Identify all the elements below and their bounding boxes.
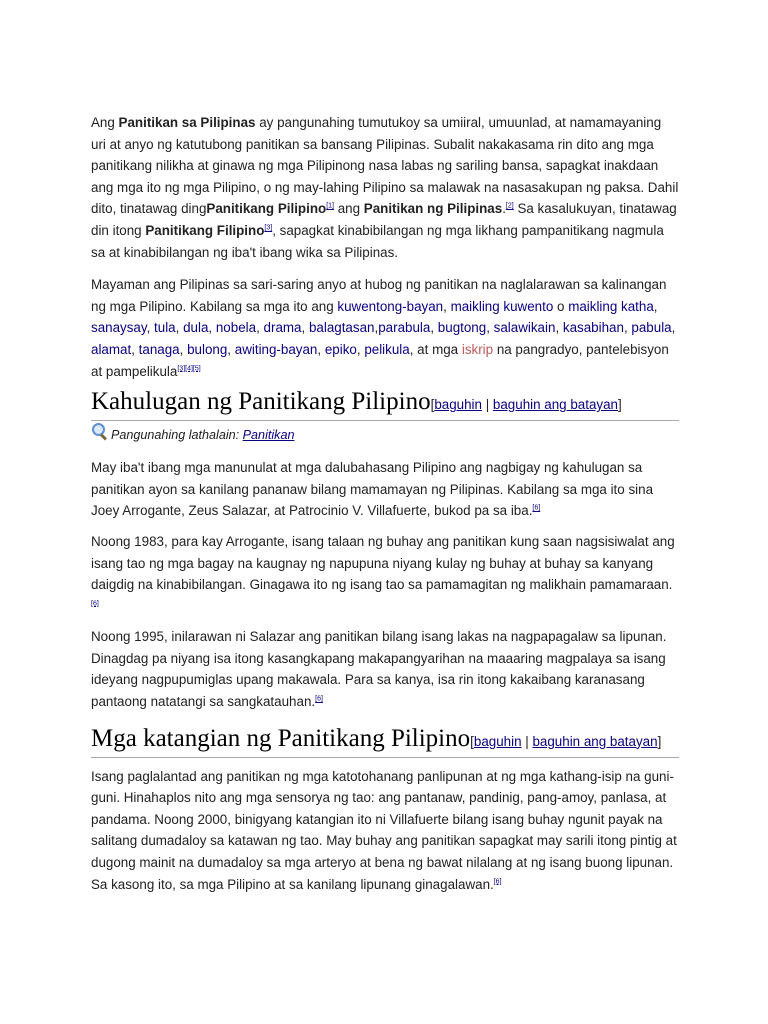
reference-link[interactable]: [6] [315, 695, 323, 703]
bracket: ] [657, 733, 662, 749]
reference [506, 203, 514, 210]
link-pelikula[interactable]: pelikula [364, 341, 410, 357]
heading-text: Kahulugan ng Panitikang Pilipino [91, 388, 431, 416]
reference-link[interactable]: [6] [493, 878, 502, 886]
separator: , [486, 320, 494, 336]
separator: , [430, 320, 438, 336]
magnifier-icon [91, 423, 109, 441]
text: na pangradyo, pantelebisyon at pampelikula [91, 341, 669, 379]
link-alamat[interactable]: alamat [91, 341, 132, 357]
text: . [502, 201, 506, 217]
hatnote-text: Pangunahing lathalain: [111, 428, 243, 443]
link-salawikain[interactable]: salawikain [493, 320, 556, 336]
separator: , [208, 320, 216, 336]
text: Mayaman ang Pilipinas sa sari-saring anyo at hubog ng panitikan na naglalarawan sa kalinangan ng mga Pilipino. Kabilang sa mga ito ang [91, 277, 667, 314]
reference [494, 878, 502, 885]
hatnote [91, 425, 679, 445]
paragraph [91, 457, 679, 522]
bracket: ] [618, 397, 622, 413]
link-kasabihan[interactable]: kasabihan [562, 320, 624, 336]
redlink-iskrip[interactable]: iskrip [461, 341, 494, 357]
reference [532, 505, 540, 512]
reference [326, 203, 334, 210]
bracket: [ [470, 733, 474, 749]
text: ang [333, 201, 364, 217]
separator: , [179, 341, 188, 357]
separator: , [623, 320, 632, 336]
text: ay pangunahing tumutukoy sa umiiral, umuunlad, at namamayaning uri at anyo ng katutubong panitikan sa bansang Pilipinas. Subalit nakakasama rin dito ang mga panitikang nilikha at ginawa ng mga Pilipinong nasa labas ng sariling bansa, sapagkat inakdaan ang mga ito ng mga Pilipino, o ng may-lahing Pilipino sa malawak na nasasakupan ng paksa. Dahil dito, tinatawag ding [91, 115, 679, 217]
edit-source-link[interactable]: baguhin ang batayan [492, 397, 618, 413]
text: Ang [91, 115, 119, 130]
hatnote-link[interactable]: Panitikan [242, 428, 295, 443]
separator: , [356, 341, 365, 357]
separator: o [553, 298, 569, 314]
separator: , [256, 320, 264, 336]
separator: , [146, 320, 155, 336]
link-bulong[interactable]: bulong [187, 341, 228, 357]
article-body [91, 112, 679, 904]
separator: , [317, 341, 325, 357]
reference-link[interactable]: [1] [326, 202, 334, 210]
reference [91, 600, 99, 607]
link-epiko[interactable]: epiko [324, 341, 357, 357]
separator: , [131, 341, 139, 357]
bold-term: Panitikang Filipino [145, 222, 265, 238]
text: Isang paglalantad ang panitikan ng mga katotohanang panlipunan at ng mga kathang-isip na guni-guni. Hinahaplos nito ang mga sensorya ng tao: ang pantanaw, pandinig, pang-amoy, panlasa, at pandama. Noong 2000, binigyang katangian ito ni Villafuerte bilang isang buhay ngunit payak na salitang dumadaloy sa katawan ng tao. May buhay ang panitikan sapagkat may sarili itong pintig at dugong mainit na dumadaloy sa mga arteryo at bena ng bawat nilalang at ng isang buong lipunan. Sa kasong ito, sa mga Pilipino at sa kanilang lipunang ginagalawan. [91, 768, 677, 892]
reference [177, 365, 200, 372]
section-heading-kahulugan [91, 388, 679, 421]
link-parabula[interactable]: parabula [378, 320, 431, 336]
heading-text: Mga katangian ng Panitikang Pilipino [91, 724, 471, 752]
edit-source-link[interactable]: baguhin ang batayan [532, 733, 658, 749]
separator: , [301, 320, 309, 336]
link-bugtong[interactable]: bugtong [437, 320, 487, 336]
edit-links [431, 397, 622, 412]
link-nobela[interactable]: nobela [215, 320, 257, 336]
intro-paragraph-2 [91, 274, 679, 382]
reference [315, 696, 323, 703]
edit-link[interactable]: baguhin [473, 733, 522, 749]
bracket: [ [430, 397, 435, 413]
paragraph [91, 531, 679, 617]
text: Noong 1995, inilarawan ni Salazar ang panitikan bilang isang lakas na nagpapagalaw sa lipunan. Dinagdag pa niyang isa itong kasangkapang makapangyarihan na maaaring magpalaya sa isang ideyang nagpupumiglas upang makawala. Para sa kanya, isa rin itong kakaibang karanasang pantaong natatangi sa sangkatauhan. [91, 629, 667, 710]
link-drama[interactable]: drama [263, 320, 302, 336]
separator: | [521, 733, 533, 749]
reference-link[interactable]: [6] [532, 504, 541, 512]
intro-paragraph-1 [91, 112, 679, 263]
bold-term: Panitikan ng Pilipinas [363, 201, 503, 217]
text: , sapagkat kinabibilangan ng mga likhang pampanitikang nagmula sa at kinabibilangan ng iba't ibang wika sa Pilipinas. [91, 222, 664, 260]
text: May iba't ibang mga manunulat at mga dalubahasang Pilipino ang nagbigay ng kahulugan sa panitikan ayon sa kanilang pananaw bilang mamamayan ng Pilipinas. Kabilang sa mga ito sina Joey Arrogante, Zeus Salazar, at Patrocinio V. Villafuerte, bukod pa sa iba. [91, 460, 654, 519]
reference-link[interactable]: [2] [505, 202, 514, 210]
link-pabula[interactable]: pabula [631, 320, 672, 336]
reference-link[interactable]: [3] [264, 224, 273, 232]
link-maikling-katha[interactable]: maikling katha [568, 298, 654, 314]
separator: , [175, 320, 184, 336]
link-balagtasan[interactable]: balagtasan [308, 320, 375, 336]
reference-link[interactable]: [6] [91, 600, 99, 608]
separator: , [443, 298, 451, 314]
paragraph [91, 626, 679, 712]
separator: , [671, 320, 676, 336]
link-maikling-kuwento[interactable]: maikling kuwento [450, 298, 554, 314]
link-kuwentong-bayan[interactable]: kuwentong-bayan [337, 298, 444, 314]
link-awiting-bayan[interactable]: awiting-bayan [234, 341, 318, 357]
separator: , [653, 298, 658, 314]
bold-term: Panitikan sa Pilipinas [118, 115, 256, 130]
link-sanaysay[interactable]: sanaysay [91, 320, 147, 336]
edit-links [470, 734, 661, 749]
reference-link[interactable]: [3][4][5] [177, 365, 201, 373]
link-dula[interactable]: dula [183, 320, 209, 336]
bold-term: Panitikang Pilipino [206, 201, 327, 217]
separator: , at mga [409, 341, 462, 357]
separator: | [481, 397, 493, 413]
edit-link[interactable]: baguhin [434, 397, 482, 413]
link-tanaga[interactable]: tanaga [138, 341, 180, 357]
separator: , [374, 320, 379, 336]
section-heading-katangian [91, 725, 679, 758]
text: Noong 1983, para kay Arrogante, isang talaan ng buhay ang panitikan kung saan nagsisiwalat ang isang tao ng mga bagay na kaugnay ng napupuna niyang kulay ng buhay at buhay sa kanyang daigdig na kinabibilangan. Ginagawa ito ng isang tao sa pamamagitan ng malikhain pamamaraan. [91, 533, 675, 593]
link-tula[interactable]: tula [154, 320, 176, 336]
text: Sa kasalukuyan, tinatawag din itong [91, 201, 677, 238]
separator: , [555, 320, 563, 336]
separator: , [227, 341, 235, 357]
paragraph [91, 766, 679, 896]
